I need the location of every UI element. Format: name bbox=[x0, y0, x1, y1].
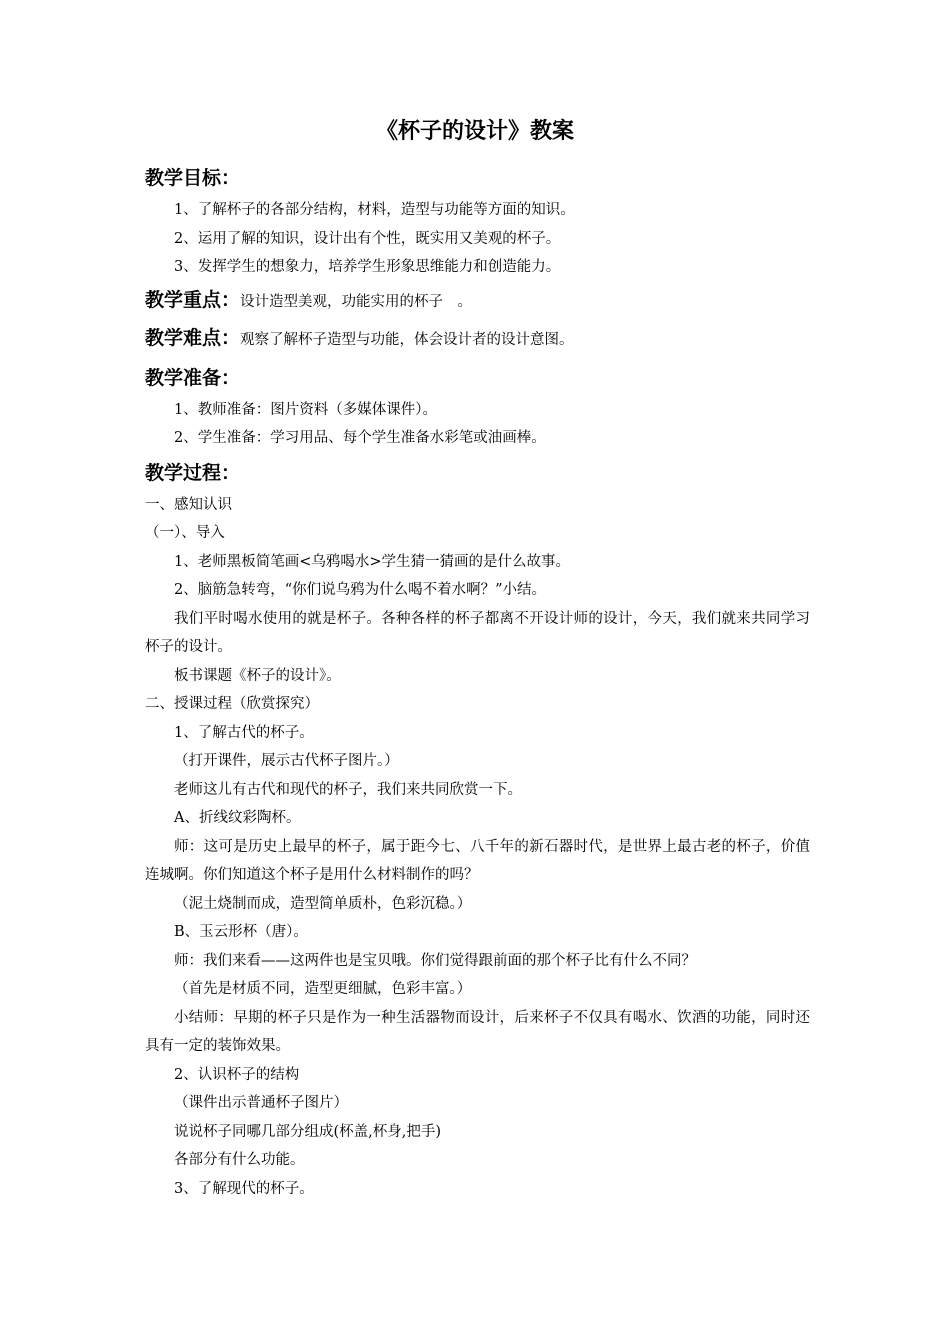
section-heading: 一、感知认识 bbox=[145, 496, 232, 513]
process-line: 3、了解现代的杯子。 bbox=[174, 1180, 314, 1197]
process-line: 2、认识杯子的结构 bbox=[174, 1066, 300, 1083]
document-body bbox=[145, 158, 810, 1203]
process-line: B、玉云形杯（唐）。 bbox=[174, 924, 308, 940]
process-line: 老师这儿有古代和现代的杯子，我们来共同欣赏一下。 bbox=[174, 781, 522, 798]
process-line: 说说杯子同哪几部分组成(杯盖,杯身,把手) bbox=[174, 1123, 442, 1140]
process-line: 各部分有什么功能。 bbox=[174, 1152, 305, 1168]
key-point-line bbox=[145, 282, 810, 320]
process-line: A、折线纹彩陶杯。 bbox=[174, 810, 301, 826]
goal-item: 1、了解杯子的各部分结构，材料，造型与功能等方面的知识。 bbox=[174, 202, 575, 218]
difficulty-text: 观察了解杯子造型与功能，体会设计者的设计意图。 bbox=[240, 331, 574, 348]
process-heading: 教学过程： bbox=[145, 461, 241, 484]
preparation-item: 2、学生准备：学习用品、每个学生准备水彩笔或油画棒。 bbox=[174, 430, 546, 446]
goal-item: 3、发挥学生的想象力，培养学生形象思维能力和创造能力。 bbox=[174, 259, 561, 275]
process-paragraph: 师：这可是历史上最早的杯子，属于距今七、八千年的新石器时代，是世界上最古老的杯子，价值连城啊。你们知道这个杯子是用什么材料制作的吗？ bbox=[145, 838, 810, 883]
process-line: （课件出示普通杯子图片） bbox=[174, 1095, 348, 1111]
process-line: 1、老师黑板简笔画<乌鸦喝水>学生猜一猜画的是什么故事。 bbox=[174, 553, 571, 570]
process-paragraph: 我们平时喝水使用的就是杯子。各种各样的杯子都离不开设计师的设计，今天，我们就来共同学习杯子的设计。 bbox=[145, 610, 810, 655]
process-paragraph: 小结师：早期的杯子只是作为一种生活器物而设计，后来杯子不仅具有喝水、饮酒的功能，同时还具有一定的装饰效果。 bbox=[145, 1009, 810, 1054]
document-title: 《杯子的设计》教案 bbox=[375, 119, 574, 144]
preparation-heading: 教学准备： bbox=[145, 366, 241, 389]
key-point-text: 设计造型美观，功能实用的杯子 。 bbox=[240, 293, 473, 310]
goal-item: 2、运用了解的知识，设计出有个性，既实用又美观的杯子。 bbox=[174, 230, 561, 247]
process-line: （打开课件，展示古代杯子图片。） bbox=[174, 753, 399, 769]
process-line: 师：我们来看——这两件也是宝贝哦。你们觉得跟前面的那个杯子比有什么不同？ bbox=[174, 952, 696, 969]
difficulty-label: 教学难点： bbox=[145, 326, 241, 349]
subsection-heading: （一）、导入 bbox=[145, 525, 225, 541]
key-point-label: 教学重点： bbox=[145, 288, 241, 311]
section-heading: 二、授课过程（欣赏探究） bbox=[145, 696, 319, 712]
process-line: 1、了解古代的杯子。 bbox=[174, 724, 314, 741]
process-line: （首先是材质不同，造型更细腻，色彩丰富。） bbox=[174, 981, 472, 997]
difficulty-line bbox=[145, 320, 810, 358]
process-line: 2、脑筋急转弯，“你们说乌鸦为什么喝不着水啊？”小结。 bbox=[174, 582, 547, 598]
goals-heading: 教学目标： bbox=[145, 167, 241, 189]
process-line: 板书课题《杯子的设计》。 bbox=[174, 667, 341, 684]
process-line: （泥土烧制而成，造型简单质朴，色彩沉稳。） bbox=[174, 895, 472, 912]
preparation-item: 1、教师准备：图片资料（多媒体课件）。 bbox=[174, 401, 437, 418]
